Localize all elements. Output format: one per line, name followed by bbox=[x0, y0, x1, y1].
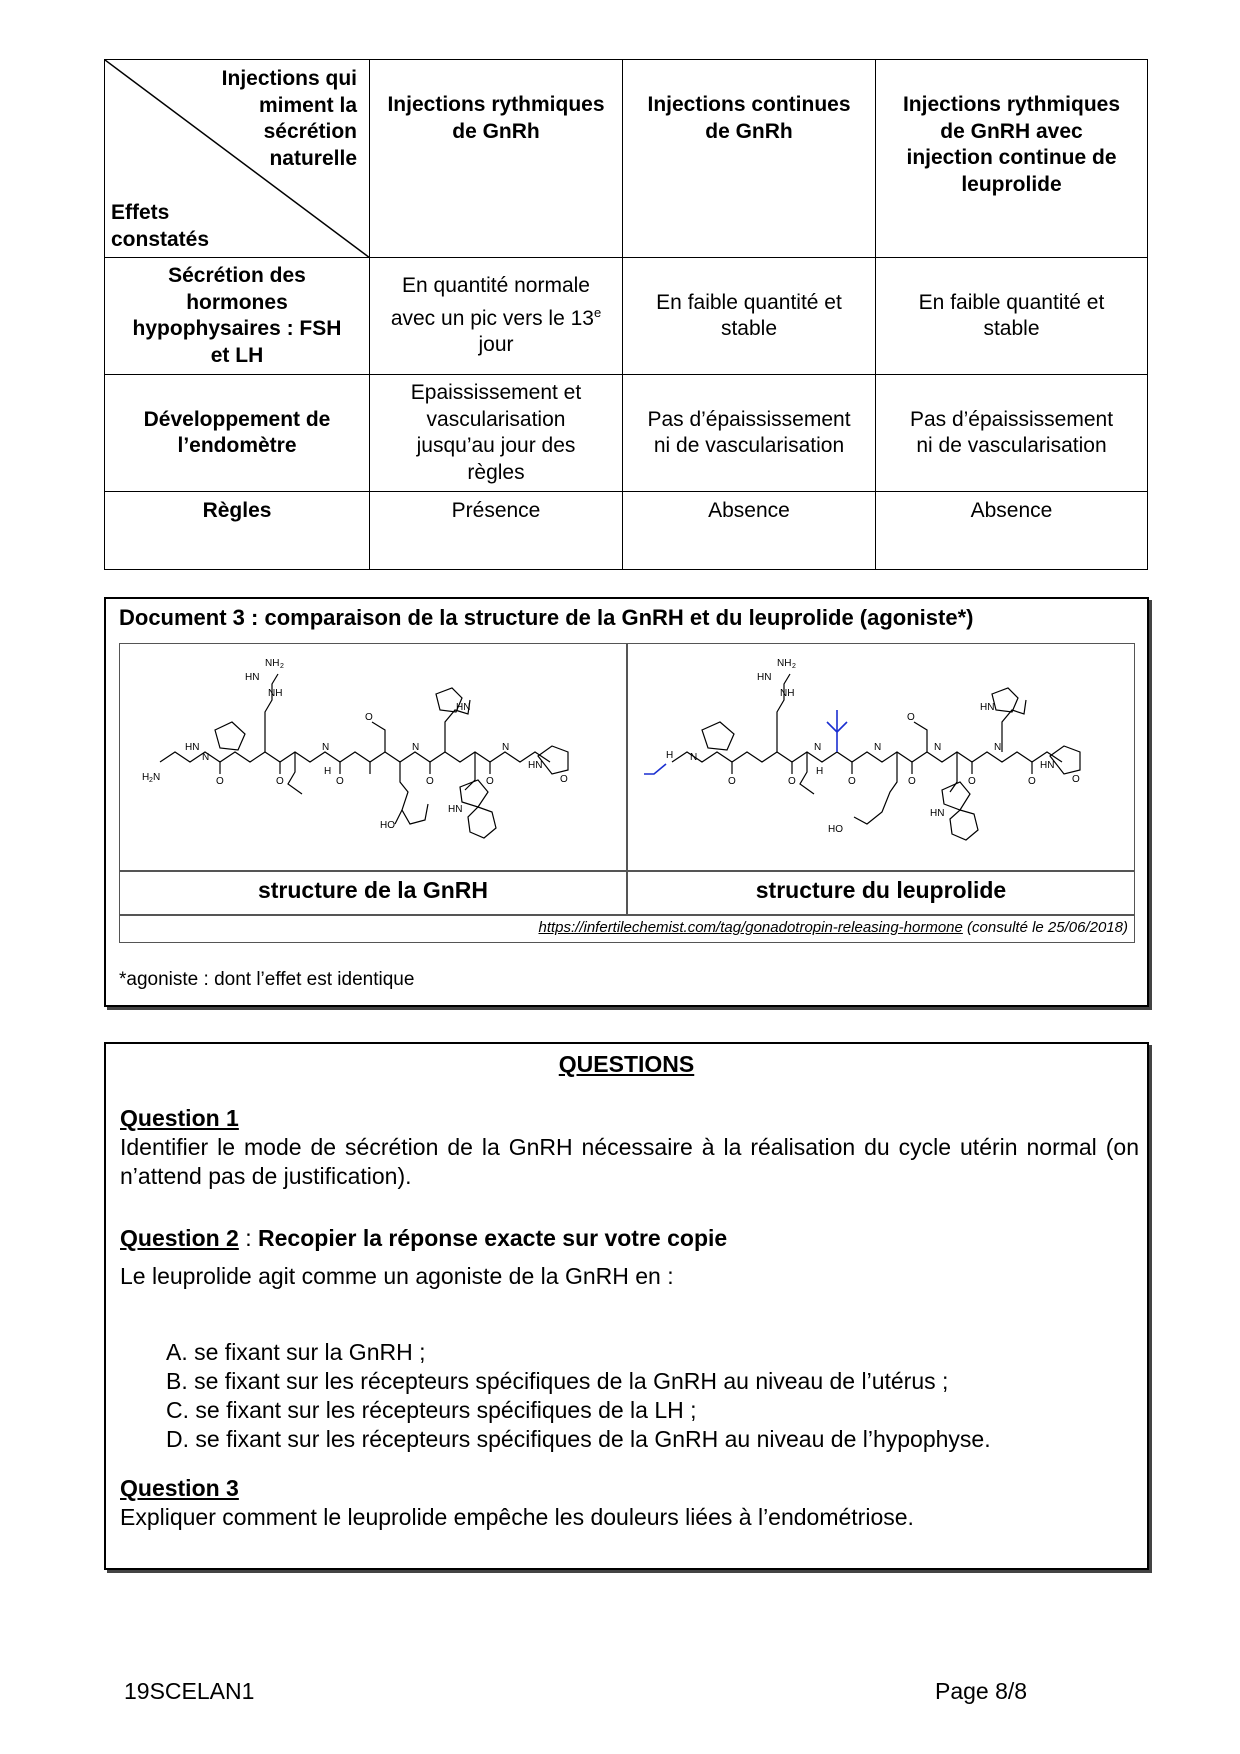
question-1-text: Identifier le mode de sécrétion de la GnRH nécessaire à la réalisation du cycle utérin normal (on n’attend pas de justification). bbox=[120, 1134, 1139, 1189]
svg-text:O: O bbox=[908, 776, 916, 787]
svg-text:O: O bbox=[365, 712, 373, 723]
row-header: Développement de l’endomètre bbox=[105, 375, 370, 492]
svg-text:2: 2 bbox=[149, 777, 153, 784]
svg-text:HO: HO bbox=[380, 820, 395, 831]
gnrh-structure-image bbox=[140, 652, 610, 862]
footer-page-number: Page 8/8 bbox=[935, 1678, 1028, 1704]
svg-text:O: O bbox=[426, 776, 434, 787]
question-3-label: Question 3 bbox=[120, 1475, 239, 1501]
column-header: Injections continues de GnRh bbox=[623, 60, 876, 258]
svg-text:O: O bbox=[728, 776, 736, 787]
diagonal-header-cell bbox=[105, 60, 370, 258]
question-3 bbox=[120, 1474, 1139, 1532]
svg-text:O: O bbox=[968, 776, 976, 787]
svg-text:NH: NH bbox=[268, 688, 283, 699]
table-row bbox=[105, 258, 1148, 375]
table-cell: Pas d’épaississement ni de vascularisation bbox=[623, 375, 876, 492]
question-1 bbox=[120, 1104, 1139, 1191]
option-c: C. se fixant sur les récepteurs spécifiques de la LH ; bbox=[166, 1397, 697, 1423]
svg-text:N: N bbox=[690, 752, 698, 763]
svg-text:O: O bbox=[788, 776, 796, 787]
question-2-text: Le leuprolide agit comme un agoniste de la GnRH en : bbox=[120, 1263, 674, 1289]
svg-text:O: O bbox=[216, 776, 224, 787]
svg-text:O: O bbox=[1028, 776, 1036, 787]
svg-text:O: O bbox=[560, 774, 568, 785]
table-cell: En faible quantité et stable bbox=[623, 258, 876, 375]
svg-text:O: O bbox=[276, 776, 284, 787]
questions-heading: QUESTIONS bbox=[558, 1051, 695, 1077]
column-axis-label: Injections qui miment la sécrétion naturelle bbox=[221, 67, 357, 170]
table-cell: Pas d’épaississement ni de vascularisation bbox=[876, 375, 1148, 492]
svg-text:HN: HN bbox=[456, 702, 471, 713]
svg-text:N: N bbox=[502, 742, 510, 753]
structure-comparison-table bbox=[119, 643, 1135, 943]
svg-text:N: N bbox=[322, 742, 330, 753]
svg-text:N: N bbox=[814, 742, 822, 753]
svg-text:HN: HN bbox=[980, 702, 995, 713]
svg-text:HN: HN bbox=[528, 760, 543, 771]
document-3-title: Document 3 : comparaison de la structure de la GnRH et du leuprolide (agoniste*) bbox=[119, 605, 974, 630]
svg-text:NH: NH bbox=[780, 688, 795, 699]
table-row bbox=[105, 375, 1148, 492]
svg-text:HN: HN bbox=[930, 808, 945, 819]
document-3-box bbox=[104, 597, 1149, 1007]
row-header: Sécrétion des hormones hypophysaires : FSH et LH bbox=[105, 258, 370, 375]
svg-text:O: O bbox=[1072, 774, 1080, 785]
table-cell: Absence bbox=[623, 492, 876, 570]
question-3-text: Expliquer comment le leuprolide empêche les douleurs liées à l’endométriose. bbox=[120, 1504, 914, 1530]
svg-text:HN: HN bbox=[245, 672, 260, 683]
svg-text:HN: HN bbox=[185, 742, 200, 753]
svg-text:HN: HN bbox=[757, 672, 772, 683]
svg-text:N: N bbox=[994, 742, 1002, 753]
svg-text:2: 2 bbox=[792, 663, 796, 670]
svg-text:N: N bbox=[412, 742, 420, 753]
svg-text:H: H bbox=[666, 750, 674, 761]
svg-text:HN: HN bbox=[1040, 760, 1055, 771]
table-row bbox=[105, 492, 1148, 570]
svg-text:H: H bbox=[324, 766, 332, 777]
question-2-label: Question 2 bbox=[120, 1225, 239, 1251]
question-2: Question 2 : Recopier la réponse exacte sur votre copie Le leuprolide agit comme un agoniste de la GnRH en : bbox=[120, 1224, 1139, 1291]
svg-text:O: O bbox=[907, 712, 915, 723]
footer-code: 19SCELAN1 bbox=[124, 1678, 255, 1704]
table-cell: En quantité normale avec un pic vers le 13e jour bbox=[370, 258, 623, 375]
question-2-instruction: Recopier la réponse exacte sur votre copie bbox=[258, 1225, 728, 1251]
column-header: Injections rythmiques de GnRh bbox=[370, 60, 623, 258]
leuprolide-structure-image bbox=[642, 652, 1122, 862]
table-header-row bbox=[105, 60, 1148, 258]
comparison-table bbox=[104, 59, 1148, 570]
questions-box bbox=[104, 1042, 1149, 1570]
svg-text:NH: NH bbox=[265, 658, 280, 669]
svg-text:N: N bbox=[202, 752, 210, 763]
source-link[interactable]: https://infertilechemist.com/tag/gonadotropin-releasing-hormone bbox=[538, 919, 963, 936]
svg-text:O: O bbox=[336, 776, 344, 787]
question-1-label: Question 1 bbox=[120, 1105, 239, 1131]
source-citation: https://infertilechemist.com/tag/gonadotropin-releasing-hormone (consulté le 25/06/2018) bbox=[538, 919, 1128, 936]
caption-gnrh: structure de la GnRH bbox=[257, 877, 489, 903]
row-axis-label: Effets constatés bbox=[111, 201, 210, 251]
svg-text:NH: NH bbox=[777, 658, 792, 669]
svg-text:HO: HO bbox=[828, 824, 843, 835]
option-d: D. se fixant sur les récepteurs spécifiques de la GnRH au niveau de l’hypophyse. bbox=[166, 1426, 991, 1452]
table-cell: En faible quantité et stable bbox=[876, 258, 1148, 375]
agoniste-footnote: *agoniste : dont l’effet est identique bbox=[119, 969, 415, 990]
table-cell: Absence bbox=[876, 492, 1148, 570]
svg-text:O: O bbox=[848, 776, 856, 787]
option-b: B. se fixant sur les récepteurs spécifiques de la GnRH au niveau de l’utérus ; bbox=[166, 1368, 949, 1394]
table-cell: Présence bbox=[370, 492, 623, 570]
svg-text:H: H bbox=[816, 766, 824, 777]
svg-text:H: H bbox=[142, 772, 150, 783]
question-2-options bbox=[166, 1338, 991, 1454]
svg-text:O: O bbox=[486, 776, 494, 787]
column-header: Injections rythmiques de GnRH avec injection continue de leuprolide bbox=[876, 60, 1148, 258]
table-cell: Epaississement et vascularisation jusqu’au jour des règles bbox=[370, 375, 623, 492]
caption-leuprolide: structure du leuprolide bbox=[755, 877, 1007, 903]
option-a: A. se fixant sur la GnRH ; bbox=[166, 1339, 426, 1365]
svg-text:N: N bbox=[153, 772, 161, 783]
svg-text:N: N bbox=[874, 742, 882, 753]
row-header: Règles bbox=[105, 492, 370, 570]
svg-text:HN: HN bbox=[448, 804, 463, 815]
svg-text:2: 2 bbox=[280, 663, 284, 670]
svg-text:N: N bbox=[934, 742, 942, 753]
